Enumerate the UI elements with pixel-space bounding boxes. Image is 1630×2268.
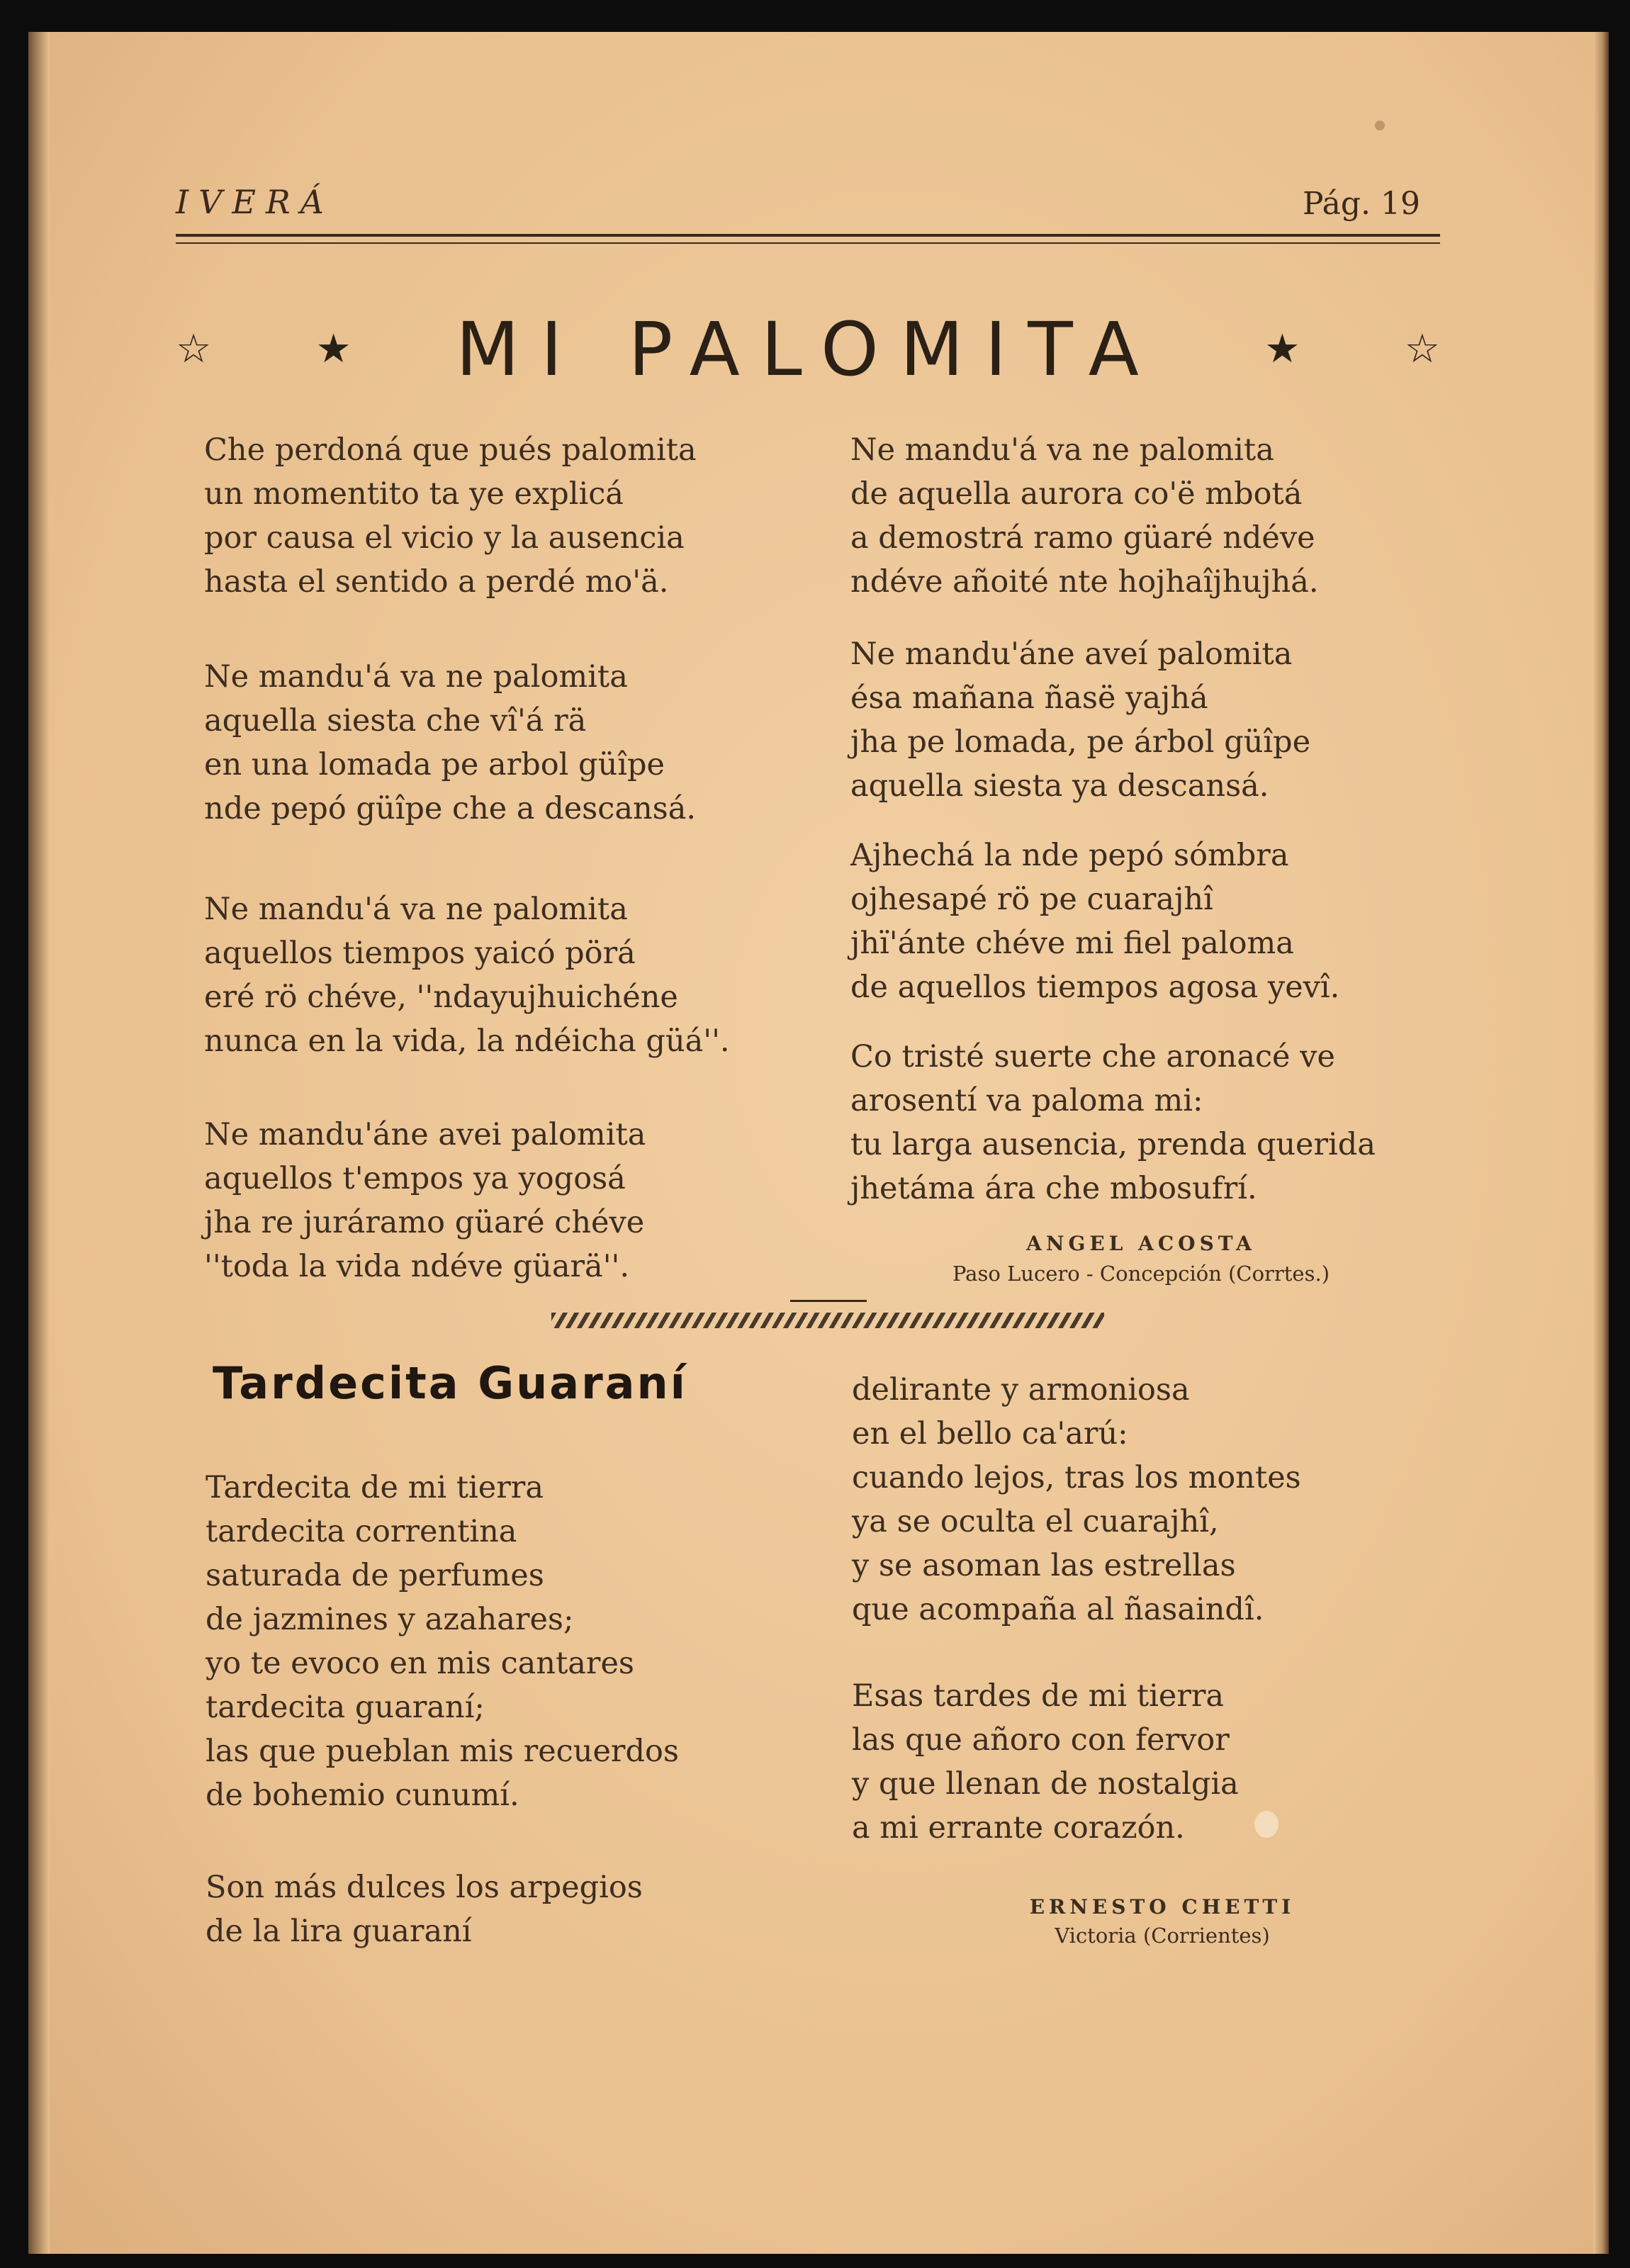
verse-line: de bohemio cunumí.	[206, 1778, 519, 1813]
verse-line: ya se oculta el cuarajhî,	[852, 1504, 1219, 1539]
verse-line: Ne mandu'áne avei palomita	[204, 1117, 646, 1152]
poem2-author: ERNESTO CHETTI	[1029, 1895, 1295, 1919]
running-title: IVERÁ	[176, 183, 334, 221]
poem1-right-stanza	[850, 632, 1310, 808]
poem1-right-stanza	[850, 1035, 1376, 1211]
verse-line: las que pueblan mis recuerdos	[206, 1734, 679, 1769]
verse-line: a mi errante corazón.	[852, 1810, 1185, 1846]
page-edge-shadow	[1593, 32, 1609, 2254]
verse-line: tardecita correntina	[206, 1514, 517, 1549]
verse-line: Co tristé suerte che aronacé ve	[850, 1039, 1335, 1074]
verse-line: aquellos tiempos yaicó pörá	[204, 936, 636, 971]
paper-stain	[1254, 1811, 1278, 1838]
filled-star-icon: ★	[1264, 326, 1300, 372]
paper-stain	[1375, 120, 1385, 130]
verse-line: de jazmines y azahares;	[206, 1602, 574, 1637]
verse-line: un momentito ta ye explicá	[204, 476, 624, 512]
verse-line: de aquellos tiempos agosa yevî.	[850, 970, 1340, 1005]
poem1-left-stanza	[204, 655, 696, 831]
page-number: Pág. 19	[1303, 186, 1420, 222]
verse-line: saturada de perfumes	[206, 1558, 544, 1593]
ornamental-border	[551, 1313, 1104, 1328]
verse-line: ndéve añoité nte hojhaîjhujhá.	[850, 564, 1319, 600]
poem1-left-stanza	[204, 1113, 646, 1289]
poem1-right-stanza	[850, 428, 1319, 604]
poem2-left-stanza	[206, 1466, 679, 1817]
verse-line: cuando lejos, tras los montes	[852, 1460, 1301, 1495]
verse-line: Ne mandu'áne aveí palomita	[850, 636, 1293, 672]
verse-line: Ne mandu'á va ne palomita	[204, 892, 628, 927]
verse-line: eré rö chéve, ''ndayujhuichéne	[204, 979, 678, 1015]
verse-line: ''toda la vida ndéve güarä''.	[204, 1249, 630, 1284]
verse-line: jhetáma ára che mbosufrí.	[850, 1171, 1257, 1206]
verse-line: jha re juráramo güaré chéve	[204, 1205, 645, 1240]
verse-line: aquella siesta ya descansá.	[850, 768, 1269, 804]
verse-line: ésa mañana ñasë yajhá	[850, 680, 1208, 716]
header-rule-thin	[176, 242, 1440, 244]
verse-line: y que llenan de nostalgia	[852, 1766, 1239, 1802]
header-rule-thick	[176, 234, 1440, 237]
verse-line: jha pe lomada, pe árbol güîpe	[850, 724, 1311, 760]
verse-line: yo te evoco en mis cantares	[206, 1646, 634, 1681]
poem1-right-stanza	[850, 833, 1339, 1009]
poem1-author-place: Paso Lucero - Concepción (Corrtes.)	[952, 1262, 1330, 1286]
verse-line: tu larga ausencia, prenda querida	[850, 1127, 1376, 1162]
verse-line: de la lira guaraní	[206, 1914, 472, 1949]
poem2-author-place: Victoria (Corrientes)	[1055, 1924, 1270, 1948]
verse-line: aquellos t'empos ya yogosá	[204, 1161, 626, 1196]
verse-line: de aquella aurora co'ë mbotá	[850, 476, 1303, 512]
verse-line: aquella siesta che vî'á rä	[204, 703, 587, 739]
poem1-title-line	[176, 303, 1440, 395]
verse-line: jhï'ánte chéve mi fiel paloma	[850, 926, 1294, 961]
poem2-title: Tardecita Guaraní	[213, 1357, 687, 1409]
outline-star-icon: ☆	[1404, 326, 1440, 372]
verse-line: nde pepó güîpe che a descansá.	[204, 791, 697, 826]
verse-line: Esas tardes de mi tierra	[852, 1678, 1225, 1714]
verse-line: Ajhechá la nde pepó sómbra	[850, 838, 1289, 873]
poem2-right-stanza	[852, 1368, 1301, 1632]
verse-line: Ne mandu'á va ne palomita	[850, 432, 1274, 468]
verse-line: arosentí va paloma mi:	[850, 1083, 1203, 1118]
poem1-left-stanza	[204, 428, 697, 604]
verse-line: Son más dulces los arpegios	[206, 1870, 643, 1905]
poem1-left-stanza	[204, 887, 730, 1063]
verse-line: y se asoman las estrellas	[852, 1548, 1236, 1583]
verse-line: en el bello ca'arú:	[852, 1416, 1128, 1452]
verse-line: ojhesapé rö pe cuarajhî	[850, 882, 1213, 917]
verse-line: las que añoro con fervor	[852, 1722, 1230, 1758]
verse-line: Che perdoná que pués palomita	[204, 432, 697, 468]
section-divider-rule	[790, 1300, 867, 1302]
poem1-title: MI PALOMITA	[456, 306, 1160, 393]
verse-line: que acompaña al ñasaindî.	[852, 1592, 1264, 1627]
verse-line: Ne mandu'á va ne palomita	[204, 659, 628, 695]
verse-line: nunca en la vida, la ndéicha güá''.	[204, 1023, 730, 1059]
filled-star-icon: ★	[315, 326, 352, 372]
poem2-left-stanza	[206, 1865, 643, 1953]
verse-line: en una lomada pe arbol güîpe	[204, 747, 665, 782]
verse-line: Tardecita de mi tierra	[206, 1470, 544, 1505]
poem2-right-stanza	[852, 1674, 1239, 1850]
verse-line: hasta el sentido a perdé mo'ä.	[204, 564, 669, 600]
verse-line: delirante y armoniosa	[852, 1372, 1190, 1408]
verse-line: a demostrá ramo güaré ndéve	[850, 520, 1315, 556]
verse-line: tardecita guaraní;	[206, 1690, 485, 1725]
poem1-author: ANGEL ACOSTA	[1026, 1232, 1256, 1255]
page-gutter-shadow	[28, 32, 50, 2254]
verse-line: por causa el vicio y la ausencia	[204, 520, 685, 556]
outline-star-icon: ☆	[176, 326, 212, 372]
